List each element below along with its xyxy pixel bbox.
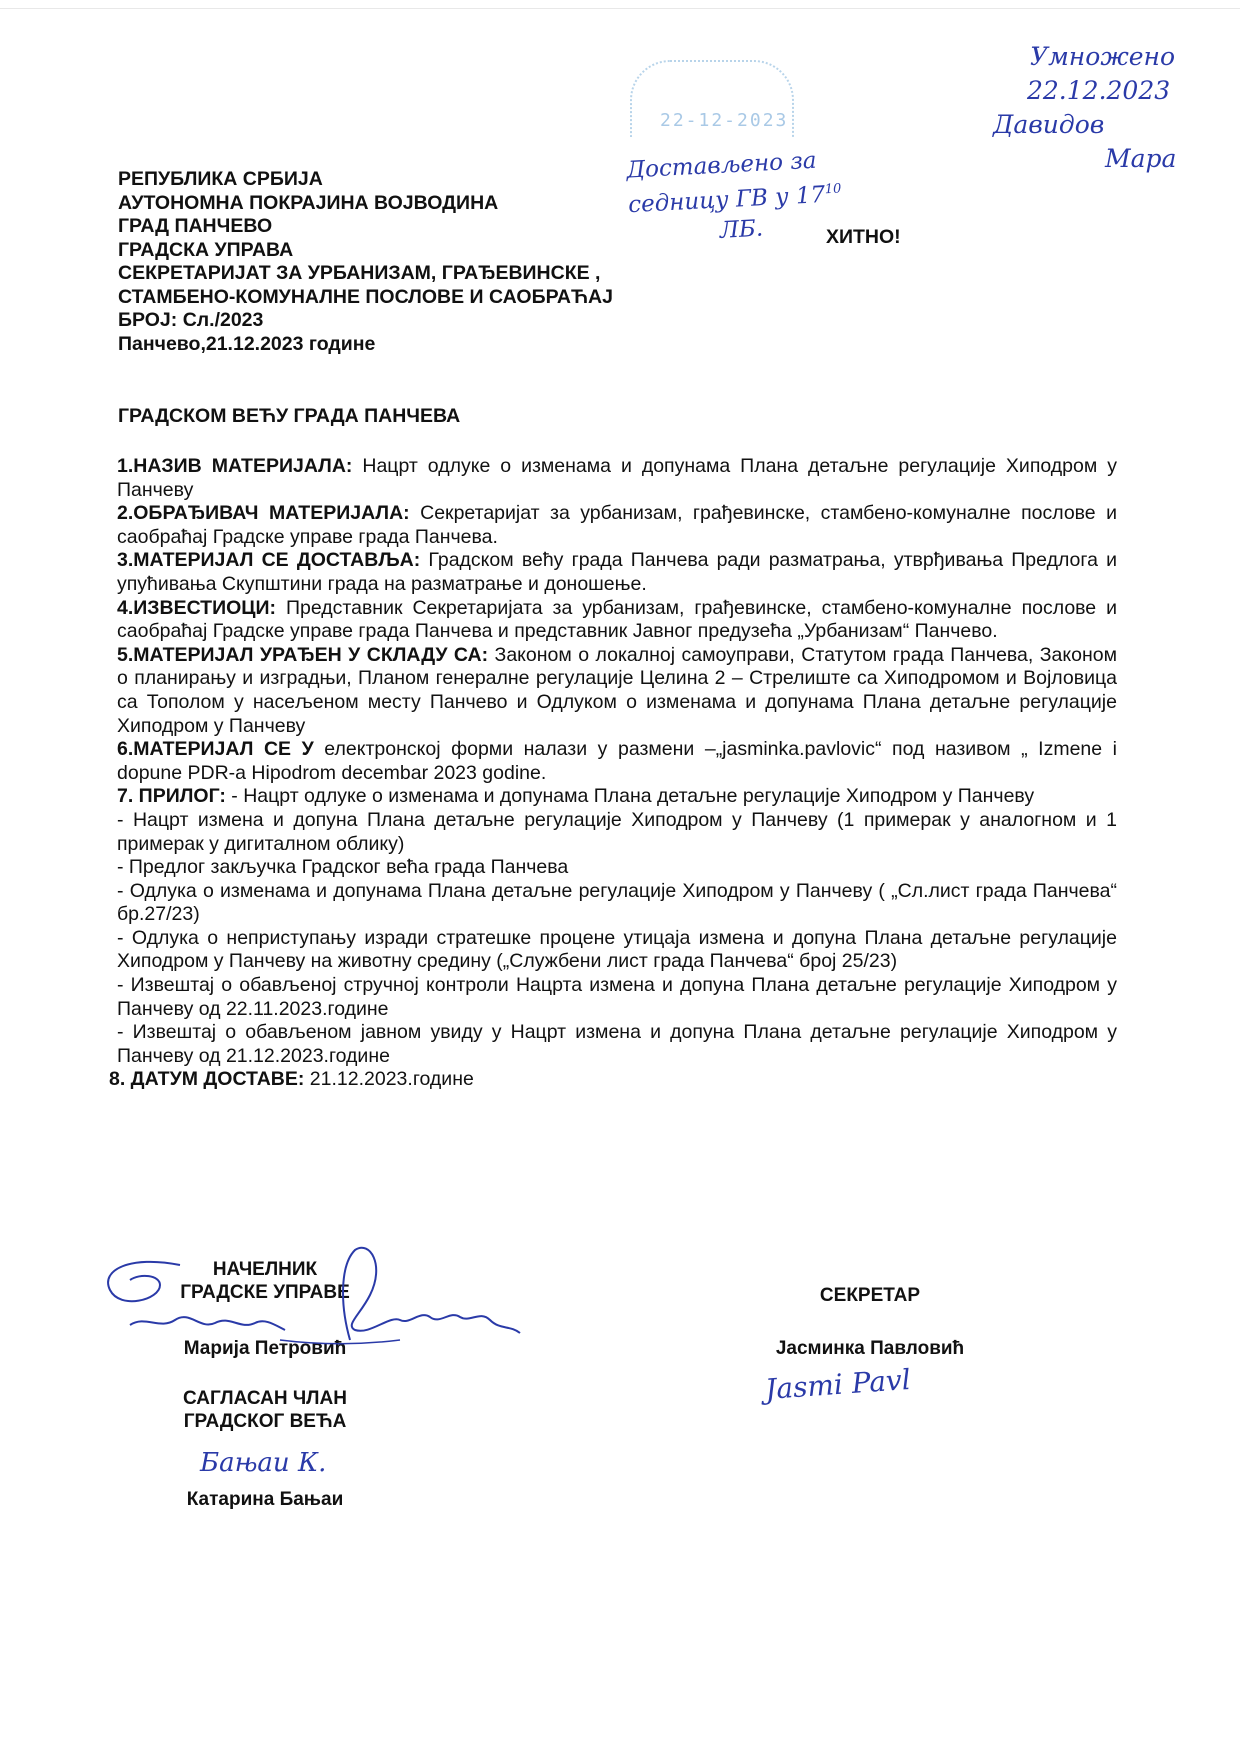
handwritten-copy-note [993,40,1177,176]
document-body [109,455,1118,1092]
secretary-signature: Jasmi Pavl [764,1362,912,1407]
item-text: електронској форми налази у размени –„jasminka.pavlovic“ под називом „ Izmene i dopune PDR-a Hipodrom decembar 2023 godine. [117,738,1117,784]
addressee: ГРАДСКОМ ВЕЋУ ГРАДА ПАНЧЕВА [118,405,461,427]
letterhead-line: СТАМБЕНО-КОМУНАЛНЕ ПОСЛОВЕ И САОБРАЋАЈ [118,285,613,308]
item-label: 7. ПРИЛОГ: [117,785,226,808]
item-label: 6.МАТЕРИЈАЛ СЕ У [117,738,314,761]
secretary-name: Јасминка Павловић [775,1338,965,1359]
item-4 [117,597,1117,644]
council-member-signature: Бањаи К. [200,1448,327,1478]
item-text: Законом о локалној самоуправи, Статутом града Панчева, Законом о планирању и изградњи, Планом генералне регулације Целина 2 – Стрелиште са Хиподромом и Војловица са Тополом у насељеном месту Панчево и Одлуком о изменама и допунама Плана детаљне регулације Хиподром у Панчеву [117,643,1118,737]
item-label: 5.МАТЕРИЈАЛ УРАЂЕН У СКЛАДУ СА: [117,643,489,666]
attachment-item: - Нацрт измена и допуна Плана детаљне регулације Хиподром у Панчеву (1 примерак у аналогном и 1 примерак у дигиталном облику) [117,808,1117,855]
item-text: 21.12.2023.године [304,1068,474,1091]
item-text: Представник Секретаријата за урбанизам, грађевинске, стамбено-комуналне послове и саобраћај Градске управе града Панчева и представник Јавног предузећа „Урбанизам“ Панчево. [117,596,1117,643]
item-8 [109,1068,1117,1092]
item-1 [117,455,1117,502]
item-label: 1.НАЗИВ МАТЕРИЈАЛА: [117,455,353,477]
letterhead-line: ГРАДСКА УПРАВА [118,238,294,261]
chief-signature-icon [100,1245,540,1355]
scan-edge-line [0,8,1240,9]
handwritten-line: Достављено за [625,147,818,184]
item-text: Секретаријат за урбанизам, грађевинске, стамбено-комуналне послове и саобраћај Градске управе града Панчева. [117,502,1117,548]
item-label: 2.ОБРАЂИВАЧ МАТЕРИЈАЛА: [117,502,410,525]
item-7 [117,785,1117,809]
letterhead-line: ГРАД ПАНЧЕВО [118,215,273,237]
attachment-item: - Извештај о обављеној стручној контроли Нацрта измена и допуна Плана детаљне регулације Хиподром у Панчеву од 22.11.2023.године [117,974,1117,1020]
item-label: 4.ИЗВЕСТИОЦИ: [117,596,277,619]
handwritten-line: Давидов [993,110,1105,139]
attachment-item: - Извештај о обављеном јавном увиду у Нацрт измена и допуна Плана детаљне регулације Хиподром у Панчеву од 21.12.2023.године [117,1021,1117,1067]
urgent-marker: ХИТНО! [826,226,901,248]
handwritten-time-sup: 10 [824,181,842,198]
letterhead-line: РЕПУБЛИКА СРБИЈА [118,168,323,190]
letterhead-line: СЕКРЕТАРИЈАТ ЗА УРБАНИЗАМ, ГРАЂЕВИНСКЕ , [118,262,601,284]
signature-title-line: НАЧЕЛНИК [212,1259,318,1280]
handwritten-line: 22.12.2023 [1027,76,1171,105]
handwritten-delivery-note [626,144,844,250]
item-3 [117,549,1117,596]
item-6 [117,738,1117,785]
item-label: 8. ДАТУМ ДОСТАВЕ: [109,1068,305,1091]
item-text: Градском већу града Панчева ради разматрања, утврђивања Предлога и упућивања Скупштини града на разматрање и доношење. [117,549,1117,595]
handwritten-initials: ЛБ. [719,215,764,244]
signature-title-line: ГРАДСКЕ УПРАВЕ [180,1282,350,1303]
item-2 [117,502,1117,549]
handwritten-line: Умножено [1030,42,1176,71]
secretary-title: СЕКРЕТАР [819,1285,921,1306]
handwritten-text: седницу ГВ у 17 [627,181,826,219]
document-number: БРОЈ: Сл./2023 [118,309,264,331]
stamp-date: 22-12-2023 [660,110,789,131]
letterhead [118,168,613,356]
item-text: Нацрт одлуке о изменама и допунама Плана детаљне регулације Хиподром у Панчеву [117,455,1117,501]
attachment-item: - Одлука о изменама и допунама Плана детаљне регулације Хиподром у Панчеву ( „Сл.лист града Панчева“ бр.27/23) [117,879,1117,926]
item-label: 3.МАТЕРИЈАЛ СЕ ДОСТАВЉА: [117,549,421,572]
handwritten-line: Мара [1105,144,1177,173]
council-member-name: Катарина Бањаи [186,1489,344,1510]
attachment-item: - Одлука о неприступању изради стратешке процене утицаја измена и допуна Плана детаљне регулације Хиподром у Панчеву на животну средину („Службени лист града Панчева“ број 25/23) [117,926,1117,973]
item-5 [117,644,1117,738]
letterhead-line: АУТОНОМНА ПОКРАЈИНА ВОЈВОДИНА [118,191,499,214]
item-text: - Нацрт одлуке о изменама и допунама Плана детаљне регулације Хиподром у Панчеву [225,785,1035,808]
attachment-item: - Предлог закључка Градског већа града Панчева [117,856,569,879]
document-date: Панчево,21.12.2023 године [118,332,376,355]
council-member-title [150,1387,380,1433]
chief-name: Марија Петровић [183,1338,347,1359]
signature-title-line: САГЛАСАН ЧЛАН [183,1388,347,1409]
signature-title-line: ГРАДСКОГ ВЕЋА [183,1411,347,1432]
